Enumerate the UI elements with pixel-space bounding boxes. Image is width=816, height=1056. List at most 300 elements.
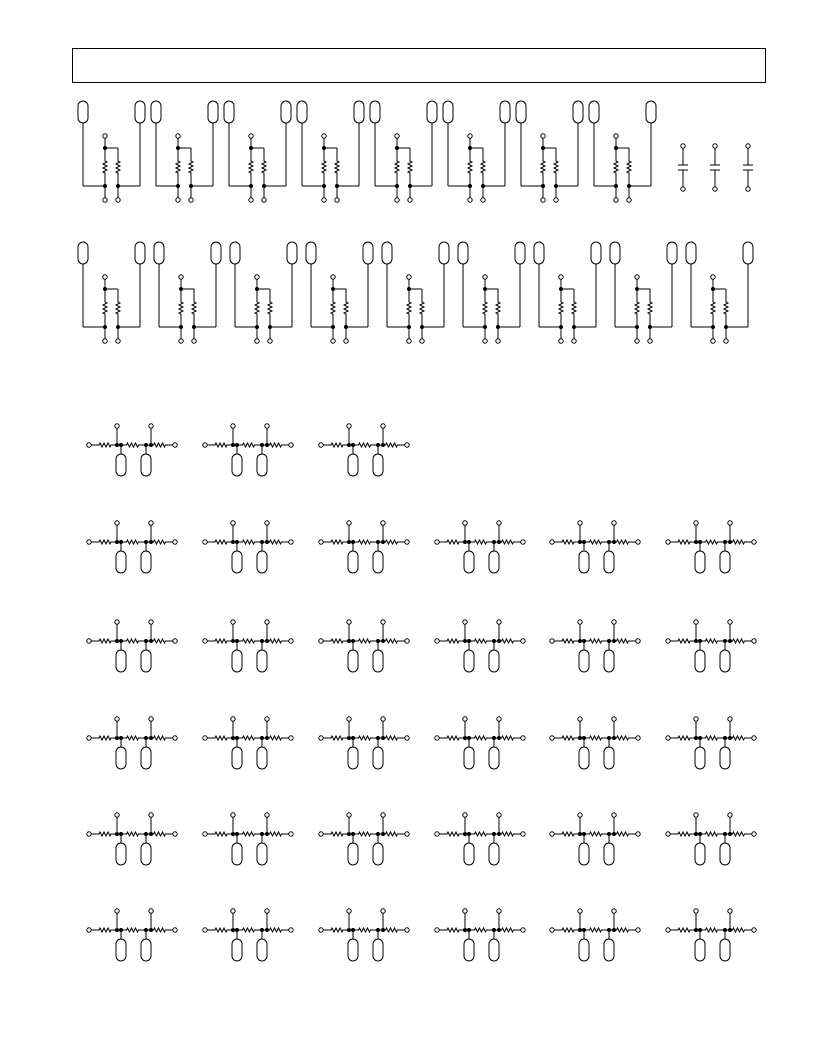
pad-oval <box>667 242 677 264</box>
vertical-resistor-pair-cell <box>224 101 291 202</box>
horizontal-resistor-divider-cell <box>550 909 640 961</box>
terminal-circle <box>463 521 467 525</box>
resistor-symbol <box>724 289 728 327</box>
horizontal-resistor-divider-cell <box>666 813 756 865</box>
junction-dot <box>694 639 698 643</box>
pad-oval <box>373 650 383 672</box>
junction-dot <box>115 928 119 932</box>
resistor-symbol <box>698 832 725 836</box>
terminal-circle <box>87 928 91 932</box>
terminal-circle <box>347 909 351 913</box>
terminal-circle <box>173 832 177 836</box>
junction-dot <box>115 832 119 836</box>
pad-oval <box>464 551 474 573</box>
junction-dot <box>381 540 385 544</box>
terminal-circle <box>694 909 698 913</box>
terminal-circle <box>149 909 153 913</box>
terminal-circle <box>289 928 293 932</box>
junction-dot <box>578 928 582 932</box>
resistor-symbol <box>235 443 262 447</box>
resistor-symbol <box>255 289 259 327</box>
horizontal-resistor-divider-cell <box>435 813 525 865</box>
terminal-circle <box>550 832 554 836</box>
pad-oval <box>720 843 730 865</box>
pad-oval <box>370 101 380 123</box>
resistor-symbol <box>554 639 582 643</box>
pad-oval <box>306 242 316 264</box>
junction-dot <box>612 736 616 740</box>
resistor-symbol <box>179 289 183 327</box>
resistor-symbol <box>439 639 467 643</box>
resistor-symbol <box>698 639 725 643</box>
pad-oval <box>297 101 307 123</box>
horizontal-resistor-divider-cell <box>550 717 640 769</box>
terminal-circle <box>319 443 323 447</box>
junction-dot <box>463 832 467 836</box>
pad-oval <box>610 242 620 264</box>
junction-dot <box>347 928 351 932</box>
terminal-circle <box>176 134 180 138</box>
terminal-circle <box>289 443 293 447</box>
pad-oval <box>579 551 589 573</box>
terminal-circle <box>497 521 501 525</box>
junction-dot <box>265 832 269 836</box>
pad-oval <box>464 939 474 961</box>
terminal-circle <box>381 909 385 913</box>
pad-oval <box>720 650 730 672</box>
resistor-symbol <box>235 928 262 932</box>
vertical-resistor-pair-cell <box>370 101 437 202</box>
vertical-resistor-pair-cell <box>151 101 218 202</box>
terminal-circle <box>497 813 501 817</box>
terminal-circle <box>149 620 153 624</box>
junction-dot <box>694 540 698 544</box>
terminal-circle <box>322 134 326 138</box>
resistor-symbol <box>572 289 576 327</box>
terminal-circle <box>614 198 618 202</box>
pad-oval <box>348 551 358 573</box>
terminal-circle <box>289 540 293 544</box>
pad-oval <box>141 939 151 961</box>
vertical-resistor-pair-cell <box>382 242 449 343</box>
resistor-symbol <box>207 443 235 447</box>
terminal-circle <box>116 339 120 343</box>
pad-oval <box>232 551 242 573</box>
resistor-symbol <box>116 148 120 186</box>
terminal-circle <box>381 813 385 817</box>
junction-dot <box>497 736 501 740</box>
junction-dot <box>265 540 269 544</box>
terminal-circle <box>173 928 177 932</box>
pad-oval <box>604 551 614 573</box>
resistor-symbol <box>554 832 582 836</box>
terminal-circle <box>497 909 501 913</box>
terminal-circle <box>262 198 266 202</box>
resistor-symbol <box>103 148 107 186</box>
terminal-circle <box>666 736 670 740</box>
junction-dot <box>347 832 351 836</box>
terminal-circle <box>395 134 399 138</box>
resistor-symbol <box>323 443 351 447</box>
resistor-symbol <box>119 443 146 447</box>
terminal-circle <box>265 909 269 913</box>
resistor-symbol <box>323 832 351 836</box>
terminal-circle <box>572 339 576 343</box>
terminal-circle <box>203 443 207 447</box>
terminal-circle <box>289 736 293 740</box>
pad-oval <box>464 650 474 672</box>
terminal-circle <box>381 521 385 525</box>
junction-dot <box>728 832 732 836</box>
terminal-circle <box>347 424 351 428</box>
resistor-symbol <box>119 540 146 544</box>
resistor-symbol <box>407 289 411 327</box>
pad-oval <box>287 242 297 264</box>
terminal-circle <box>405 540 409 544</box>
terminal-circle <box>541 198 545 202</box>
vertical-capacitor <box>743 144 753 191</box>
terminal-circle <box>752 639 756 643</box>
resistor-symbol <box>351 639 378 643</box>
junction-dot <box>381 443 385 447</box>
terminal-circle <box>435 639 439 643</box>
junction-dot <box>231 443 235 447</box>
resistor-symbol <box>103 289 107 327</box>
junction-dot <box>497 928 501 932</box>
junction-dot <box>347 639 351 643</box>
terminal-circle <box>713 187 717 191</box>
terminal-circle <box>559 339 563 343</box>
terminal-circle <box>468 134 472 138</box>
terminal-circle <box>420 339 424 343</box>
pad-oval <box>695 939 705 961</box>
junction-dot <box>115 639 119 643</box>
pad-oval <box>604 650 614 672</box>
terminal-circle <box>405 736 409 740</box>
junction-dot <box>463 540 467 544</box>
pad-oval <box>579 843 589 865</box>
terminal-circle <box>521 540 525 544</box>
vertical-resistor-pair-cell <box>516 101 583 202</box>
junction-dot <box>728 639 732 643</box>
resistor-symbol <box>670 639 698 643</box>
pad-oval <box>78 242 88 264</box>
junction-dot <box>115 736 119 740</box>
horizontal-resistor-divider-cell <box>87 521 177 573</box>
terminal-circle <box>203 639 207 643</box>
terminal-circle <box>435 928 439 932</box>
resistor-symbol <box>439 540 467 544</box>
resistor-symbol <box>91 832 119 836</box>
terminal-circle <box>483 339 487 343</box>
terminal-circle <box>435 736 439 740</box>
pad-oval <box>135 101 145 123</box>
resistor-symbol <box>176 148 180 186</box>
terminal-circle <box>481 198 485 202</box>
junction-dot <box>231 639 235 643</box>
terminal-circle <box>550 736 554 740</box>
pad-oval <box>257 747 267 769</box>
pad-oval <box>604 843 614 865</box>
terminal-circle <box>681 144 685 148</box>
terminal-circle <box>405 928 409 932</box>
junction-dot <box>612 540 616 544</box>
terminal-circle <box>255 339 259 343</box>
pad-oval <box>589 101 599 123</box>
resistor-symbol <box>351 832 378 836</box>
pad-oval <box>695 843 705 865</box>
terminal-circle <box>115 909 119 913</box>
horizontal-resistor-divider-cell <box>203 909 293 961</box>
terminal-circle <box>746 187 750 191</box>
vertical-resistor-pair-cell <box>297 101 364 202</box>
pad-oval <box>382 242 392 264</box>
resistor-symbol <box>541 148 545 186</box>
pad-oval <box>579 747 589 769</box>
terminal-circle <box>578 620 582 624</box>
resistor-symbol <box>582 832 609 836</box>
terminal-circle <box>87 736 91 740</box>
resistor-symbol <box>439 736 467 740</box>
junction-dot <box>347 443 351 447</box>
terminal-circle <box>578 521 582 525</box>
pad-oval <box>720 747 730 769</box>
junction-dot <box>728 928 732 932</box>
resistor-symbol <box>268 289 272 327</box>
pad-oval <box>604 747 614 769</box>
terminal-circle <box>319 540 323 544</box>
resistor-symbol <box>91 443 119 447</box>
terminal-circle <box>231 909 235 913</box>
horizontal-resistor-divider-cell <box>87 813 177 865</box>
junction-dot <box>265 928 269 932</box>
resistor-symbol <box>467 832 494 836</box>
pad-oval <box>534 242 544 264</box>
terminal-circle <box>694 813 698 817</box>
terminal-circle <box>666 832 670 836</box>
terminal-circle <box>497 717 501 721</box>
terminal-circle <box>179 339 183 343</box>
junction-dot <box>381 832 385 836</box>
terminal-circle <box>405 832 409 836</box>
resistor-symbol <box>192 289 196 327</box>
pad-oval <box>230 242 240 264</box>
junction-dot <box>694 736 698 740</box>
pad-oval <box>224 101 234 123</box>
terminal-circle <box>521 639 525 643</box>
resistor-symbol <box>627 148 631 186</box>
resistor-symbol <box>189 148 193 186</box>
terminal-circle <box>614 134 618 138</box>
horizontal-resistor-divider-cell <box>203 521 293 573</box>
pad-oval <box>443 101 453 123</box>
resistor-symbol <box>119 736 146 740</box>
resistor-symbol <box>235 540 262 544</box>
terminal-circle <box>694 521 698 525</box>
junction-dot <box>149 540 153 544</box>
pad-oval <box>211 242 221 264</box>
junction-dot <box>149 443 153 447</box>
pad-oval <box>232 454 242 476</box>
resistor-symbol <box>670 540 698 544</box>
junction-dot <box>578 540 582 544</box>
terminal-circle <box>711 275 715 279</box>
pad-oval <box>348 843 358 865</box>
terminal-circle <box>103 275 107 279</box>
resistor-symbol <box>582 736 609 740</box>
terminal-circle <box>149 813 153 817</box>
terminal-circle <box>319 832 323 836</box>
pad-oval <box>489 843 499 865</box>
pad-oval <box>695 551 705 573</box>
resistor-symbol <box>554 540 582 544</box>
resistor-symbol <box>331 289 335 327</box>
pad-oval <box>354 101 364 123</box>
terminal-circle <box>463 620 467 624</box>
pad-oval <box>427 101 437 123</box>
junction-dot <box>381 928 385 932</box>
terminal-circle <box>635 275 639 279</box>
terminal-circle <box>666 928 670 932</box>
terminal-circle <box>408 198 412 202</box>
terminal-circle <box>87 832 91 836</box>
pad-oval <box>116 939 126 961</box>
terminal-circle <box>265 813 269 817</box>
resistor-symbol <box>91 639 119 643</box>
terminal-circle <box>636 736 640 740</box>
terminal-circle <box>728 521 732 525</box>
terminal-circle <box>724 339 728 343</box>
resistor-symbol <box>670 832 698 836</box>
pad-oval <box>646 101 656 123</box>
terminal-circle <box>666 540 670 544</box>
terminal-circle <box>612 620 616 624</box>
terminal-circle <box>541 134 545 138</box>
resistor-symbol <box>481 148 485 186</box>
terminal-circle <box>173 736 177 740</box>
resistor-symbol <box>262 148 266 186</box>
terminal-circle <box>752 832 756 836</box>
terminal-circle <box>103 339 107 343</box>
vertical-resistor-pair-cell <box>306 242 373 343</box>
terminal-circle <box>550 639 554 643</box>
pad-oval <box>116 551 126 573</box>
terminal-circle <box>694 717 698 721</box>
pad-oval <box>116 454 126 476</box>
horizontal-resistor-divider-cell <box>435 909 525 961</box>
resistor-symbol <box>207 832 235 836</box>
resistor-symbol <box>468 148 472 186</box>
terminal-circle <box>87 443 91 447</box>
terminal-circle <box>636 639 640 643</box>
terminal-circle <box>103 134 107 138</box>
resistor-symbol <box>496 289 500 327</box>
horizontal-resistor-divider-cell <box>203 813 293 865</box>
horizontal-resistor-divider-cell <box>666 717 756 769</box>
terminal-circle <box>115 620 119 624</box>
pad-oval <box>743 242 753 264</box>
terminal-circle <box>496 339 500 343</box>
resistor-symbol <box>207 736 235 740</box>
terminal-circle <box>289 639 293 643</box>
terminal-circle <box>231 521 235 525</box>
pad-oval <box>348 939 358 961</box>
terminal-circle <box>289 832 293 836</box>
horizontal-resistor-divider-cell <box>666 521 756 573</box>
terminal-circle <box>231 620 235 624</box>
junction-dot <box>149 832 153 836</box>
pad-oval <box>78 101 88 123</box>
resistor-symbol <box>467 540 494 544</box>
resistor-symbol <box>670 736 698 740</box>
horizontal-resistor-divider-cell <box>87 717 177 769</box>
terminal-circle <box>322 198 326 202</box>
pad-oval <box>257 843 267 865</box>
terminal-circle <box>319 928 323 932</box>
terminal-circle <box>173 639 177 643</box>
pad-oval <box>141 551 151 573</box>
terminal-circle <box>463 909 467 913</box>
resistor-symbol <box>351 736 378 740</box>
terminal-circle <box>407 339 411 343</box>
resistor-symbol <box>635 289 639 327</box>
terminal-circle <box>636 540 640 544</box>
resistor-symbol <box>207 928 235 932</box>
pad-oval <box>591 242 601 264</box>
terminal-circle <box>115 424 119 428</box>
vertical-resistor-pair-cell <box>534 242 601 343</box>
pad-oval <box>257 939 267 961</box>
terminal-circle <box>179 275 183 279</box>
pad-oval <box>232 747 242 769</box>
terminal-circle <box>331 275 335 279</box>
junction-dot <box>728 540 732 544</box>
pad-oval <box>141 650 151 672</box>
pad-oval <box>686 242 696 264</box>
horizontal-resistor-divider-cell <box>550 813 640 865</box>
terminal-circle <box>636 928 640 932</box>
pad-oval <box>232 843 242 865</box>
pad-oval <box>489 939 499 961</box>
terminal-circle <box>612 813 616 817</box>
terminal-circle <box>711 339 715 343</box>
junction-dot <box>149 639 153 643</box>
resistor-symbol <box>439 928 467 932</box>
terminal-circle <box>149 521 153 525</box>
pad-oval <box>257 551 267 573</box>
resistor-symbol <box>119 639 146 643</box>
vertical-resistor-pair-cell <box>686 242 753 343</box>
terminal-circle <box>635 339 639 343</box>
resistor-symbol <box>582 928 609 932</box>
terminal-circle <box>752 928 756 932</box>
pad-oval <box>464 747 474 769</box>
resistor-symbol <box>235 639 262 643</box>
resistor-symbol <box>351 928 378 932</box>
pad-oval <box>257 650 267 672</box>
resistor-symbol <box>249 148 253 186</box>
horizontal-resistor-divider-cell <box>435 620 525 672</box>
pad-oval <box>373 747 383 769</box>
horizontal-resistor-divider-cell <box>319 521 409 573</box>
junction-dot <box>497 639 501 643</box>
resistor-symbol <box>559 289 563 327</box>
terminal-circle <box>578 717 582 721</box>
terminal-circle <box>612 717 616 721</box>
junction-dot <box>497 540 501 544</box>
pad-oval <box>489 650 499 672</box>
junction-dot <box>231 540 235 544</box>
